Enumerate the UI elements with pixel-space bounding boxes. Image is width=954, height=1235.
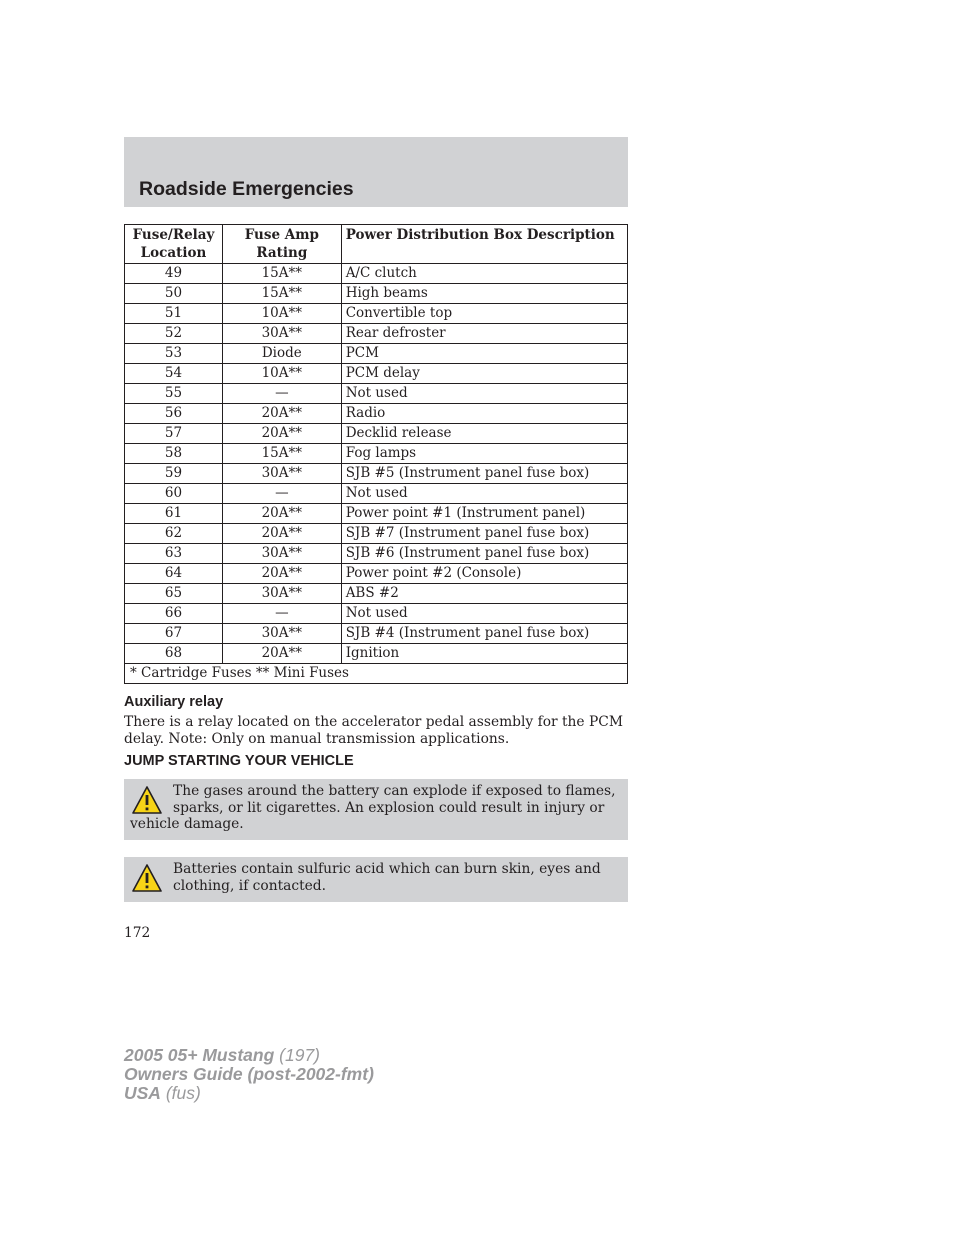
table-row [125,304,628,324]
cell-location: 59 [125,464,223,484]
cell-location: 51 [125,304,223,324]
section-title: Roadside Emergencies [139,178,354,200]
cell-location: 61 [125,504,223,524]
cell-location: 65 [125,584,223,604]
cell-location: 68 [125,644,223,664]
cell-location: 55 [125,384,223,404]
cell-description: Not used [341,484,627,504]
table-row [125,604,628,624]
table-row [125,424,628,444]
cell-amp-rating: — [222,384,341,404]
cell-description: Convertible top [341,304,627,324]
footer-line-1 [124,1046,374,1065]
cell-amp-rating: 20A** [222,424,341,444]
cell-location: 60 [125,484,223,504]
table-row [125,584,628,604]
cell-amp-rating: 20A** [222,504,341,524]
warning-box-explosion [124,779,628,840]
auxiliary-relay-text: There is a relay located on the accelerator pedal assembly for the PCM delay. Note: Only on manual transmission applications. [124,714,623,747]
table-header-row [125,225,628,264]
footer-guide: Owners Guide (post-2002-fmt) [124,1064,374,1084]
cell-description: ABS #2 [341,584,627,604]
cell-location: 67 [125,624,223,644]
table-row [125,644,628,664]
cell-amp-rating: Diode [222,344,341,364]
cell-location: 58 [125,444,223,464]
cell-location: 53 [125,344,223,364]
cell-location: 56 [125,404,223,424]
cell-location: 62 [125,524,223,544]
jump-starting-heading: JUMP STARTING YOUR VEHICLE [124,753,354,769]
cell-description: PCM delay [341,364,627,384]
footer-model: 2005 05+ Mustang [124,1045,275,1065]
cell-description: High beams [341,284,627,304]
cell-location: 57 [125,424,223,444]
cell-location: 49 [125,264,223,284]
cell-description: Rear defroster [341,324,627,344]
cell-amp-rating: 20A** [222,524,341,544]
cell-amp-rating: 20A** [222,564,341,584]
table-row [125,464,628,484]
cell-location: 63 [125,544,223,564]
column-header-location: Fuse/Relay Location [125,225,223,264]
footer-market-code: (fus) [165,1083,201,1103]
warning-box-acid [124,857,628,902]
cell-description: Ignition [341,644,627,664]
section-header-band [124,137,628,207]
cell-description: PCM [341,344,627,364]
column-header-description: Power Distribution Box Description [341,225,627,264]
cell-description: A/C clutch [341,264,627,284]
table-row [125,564,628,584]
table-row [125,364,628,384]
table-row [125,504,628,524]
cell-location: 50 [125,284,223,304]
table-footnote-row [125,664,628,684]
cell-amp-rating: 20A** [222,644,341,664]
cell-description: Not used [341,384,627,404]
cell-description: Fog lamps [341,444,627,464]
cell-amp-rating: 15A** [222,284,341,304]
cell-amp-rating: — [222,604,341,624]
footer-market: USA [124,1083,161,1103]
table-footnote: * Cartridge Fuses ** Mini Fuses [125,664,628,684]
footer-line-2 [124,1065,374,1084]
warning-text-acid: Batteries contain sulfuric acid which can burn skin, eyes and clothing, if contacted. [173,861,601,894]
table-row [125,524,628,544]
cell-amp-rating: 30A** [222,324,341,344]
cell-description: Decklid release [341,424,627,444]
column-header-amp-rating: Fuse Amp Rating [222,225,341,264]
footer-model-code: (197) [279,1045,321,1065]
cell-amp-rating: — [222,484,341,504]
fuse-table [124,224,628,684]
cell-amp-rating: 20A** [222,404,341,424]
cell-location: 54 [125,364,223,384]
cell-amp-rating: 30A** [222,624,341,644]
table-row [125,324,628,344]
auxiliary-relay-heading: Auxiliary relay [124,694,224,710]
table-row [125,264,628,284]
cell-description: SJB #7 (Instrument panel fuse box) [341,524,627,544]
warning-text-explosion: The gases around the battery can explode if exposed to flames, sparks, or lit cigarettes. An explosion could result in injury or vehicle damage. [130,783,616,832]
cell-description: Not used [341,604,627,624]
cell-amp-rating: 30A** [222,464,341,484]
cell-description: SJB #4 (Instrument panel fuse box) [341,624,627,644]
cell-description: SJB #6 (Instrument panel fuse box) [341,544,627,564]
cell-location: 66 [125,604,223,624]
document-footer [124,1046,374,1103]
cell-amp-rating: 10A** [222,304,341,324]
page-number: 172 [124,925,151,941]
table-row [125,344,628,364]
cell-location: 52 [125,324,223,344]
table-row [125,624,628,644]
cell-description: SJB #5 (Instrument panel fuse box) [341,464,627,484]
table-row [125,284,628,304]
table-row [125,404,628,424]
cell-amp-rating: 15A** [222,444,341,464]
cell-description: Power point #2 (Console) [341,564,627,584]
cell-amp-rating: 10A** [222,364,341,384]
table-row [125,484,628,504]
cell-description: Radio [341,404,627,424]
cell-amp-rating: 15A** [222,264,341,284]
table-row [125,444,628,464]
cell-location: 64 [125,564,223,584]
table-row [125,384,628,404]
cell-amp-rating: 30A** [222,544,341,564]
table-row [125,544,628,564]
cell-amp-rating: 30A** [222,584,341,604]
cell-description: Power point #1 (Instrument panel) [341,504,627,524]
footer-line-3 [124,1084,374,1103]
